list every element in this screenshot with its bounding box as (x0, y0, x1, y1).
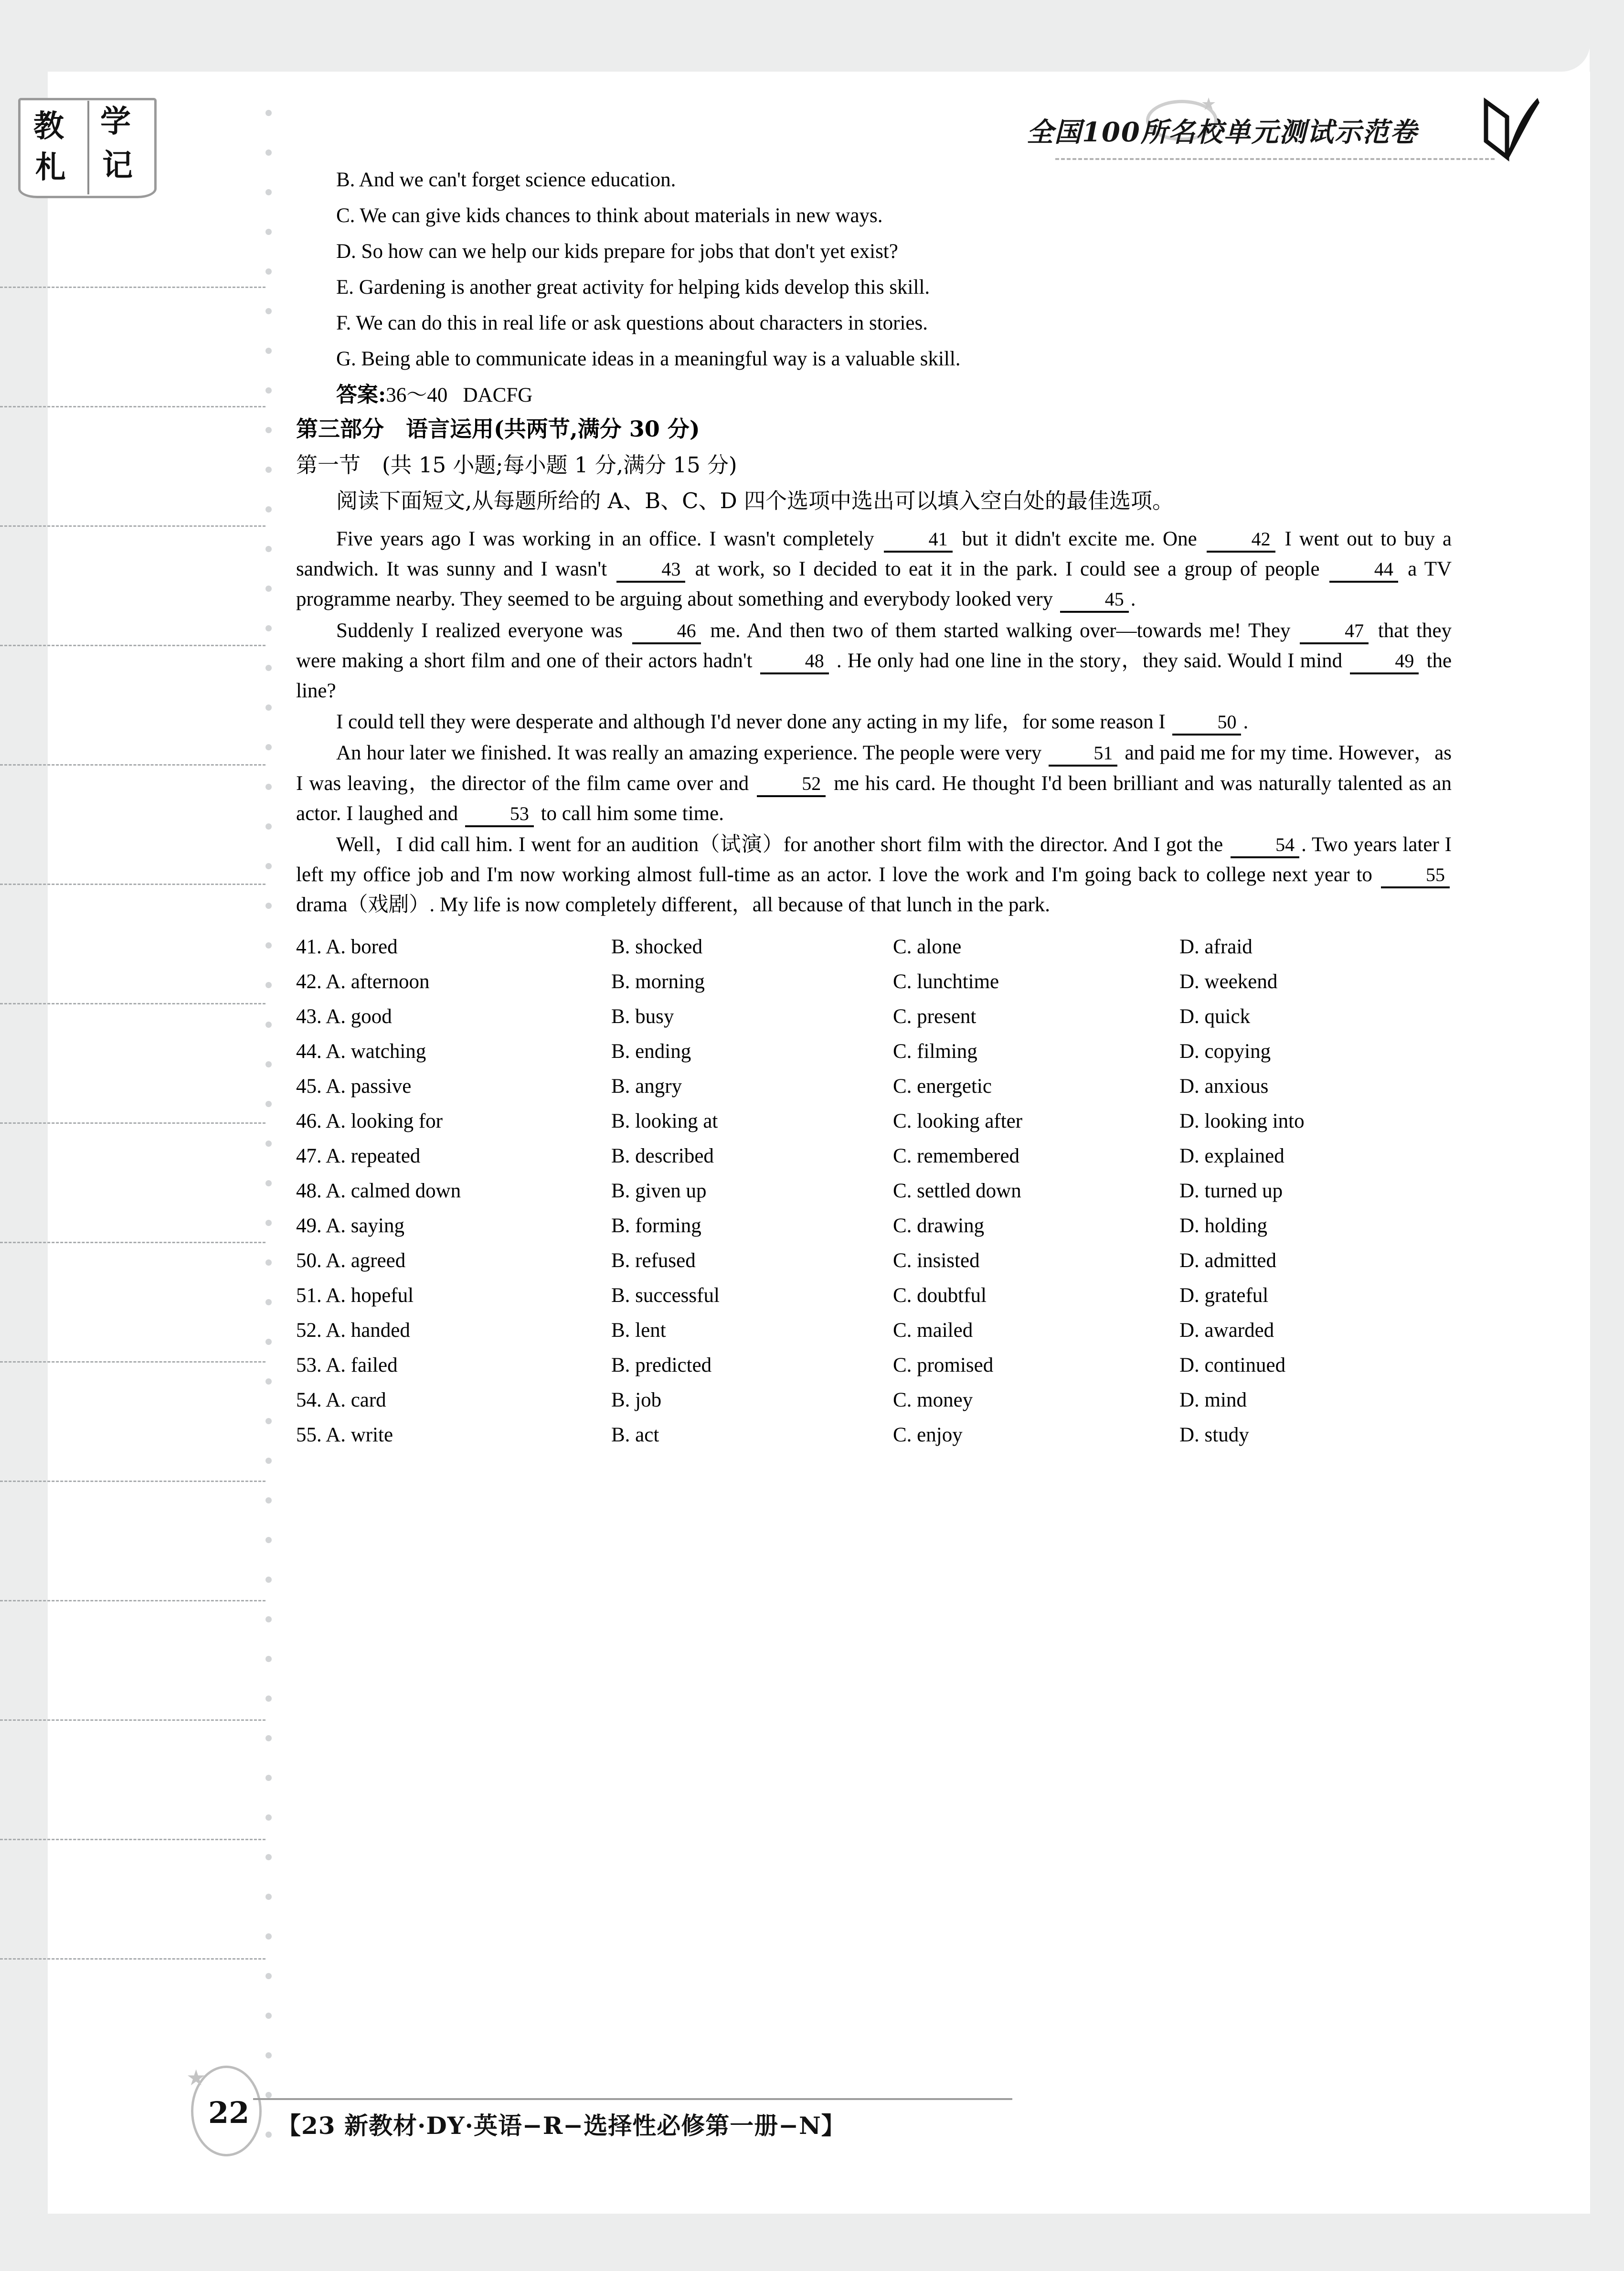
choice-row (296, 971, 1452, 992)
choice-option-d[interactable]: D. quick (1179, 1005, 1251, 1028)
option-line-e: E. Gardening is another great activity for helping kids develop this skill. (336, 276, 930, 299)
footer-caption: 【23 新教材·DY·英语−R−选择性必修第一册−N】 (277, 2111, 846, 2140)
choice-option-a[interactable] (296, 1320, 611, 1341)
choice-option-b[interactable]: B. morning (611, 970, 705, 993)
note-rule-line (0, 287, 265, 288)
choice-label-a: A. hopeful (326, 1284, 414, 1307)
choice-option-b[interactable]: B. ending (611, 1040, 691, 1063)
choice-option-c[interactable]: C. drawing (893, 1214, 985, 1237)
passage-paragraph-5 (296, 830, 1452, 920)
blank-54[interactable]: 54 (1231, 835, 1299, 858)
perforation-dot (265, 110, 272, 116)
subsection-heading: 第一节 (共 15 小题;每小题 1 分,满分 15 分) (296, 452, 737, 478)
direction-text: 阅读下面短文,从每题所给的 A、B、C、D 四个选项中选出可以填入空白处的最佳选项。 (336, 488, 1174, 513)
perforation-dot (265, 1061, 272, 1067)
perforation-dot (265, 903, 272, 909)
choice-row (296, 1250, 1452, 1271)
perforation-dot (265, 1418, 272, 1424)
choice-number: 45. (296, 1075, 322, 1098)
choice-row (296, 1320, 1452, 1341)
choice-option-b[interactable]: B. given up (611, 1179, 707, 1202)
perforation-dot (265, 348, 272, 354)
content-column (296, 170, 1452, 1460)
choice-row (296, 1146, 1452, 1166)
choice-label-a: A. card (326, 1388, 386, 1411)
choice-row (296, 1181, 1452, 1201)
choice-option-b[interactable]: B. refused (611, 1249, 696, 1272)
perforation-dot (265, 1854, 272, 1860)
choice-option-a[interactable] (296, 1390, 611, 1410)
choice-label-a: A. bored (326, 935, 398, 958)
blank-55[interactable]: 55 (1381, 865, 1450, 888)
perforation-dot (265, 2013, 272, 2019)
note-rule-line (0, 1958, 265, 1960)
choice-number: 43. (296, 1005, 322, 1028)
p1-text-b: but it didn't excite me. One (962, 528, 1197, 550)
note-rule-line (0, 1839, 265, 1840)
p1-text-a: Five years ago I was working in an office. I wasn't completely (336, 528, 874, 550)
choice-option-a[interactable] (296, 971, 611, 992)
choice-row (296, 1041, 1452, 1062)
passage-paragraph-2 (296, 616, 1452, 706)
perforation-dot (265, 1180, 272, 1186)
perforation-dot (265, 268, 272, 275)
p1-text-d: at work, so I decided to eat it in the park. I could see a group of people (695, 558, 1320, 581)
choice-option-b[interactable]: B. job (611, 1388, 662, 1411)
perforation-dot (265, 625, 272, 631)
choice-option-c[interactable]: C. doubtful (893, 1284, 987, 1307)
choice-label-a: A. saying (326, 1214, 404, 1237)
answer-key-line (296, 384, 1452, 405)
masthead (1027, 95, 1533, 165)
choice-number: 48. (296, 1179, 322, 1202)
choice-option-b[interactable]: B. angry (611, 1075, 682, 1098)
choice-label-a: A. good (326, 1005, 392, 1028)
note-rule-line (0, 1719, 265, 1721)
choice-option-c[interactable]: C. lunchtime (893, 970, 999, 993)
p4-text-d: to call him some time. (541, 802, 724, 825)
perforation-dot (265, 2052, 272, 2058)
choice-option-d[interactable]: D. turned up (1179, 1179, 1283, 1202)
quill-check-icon (1479, 95, 1541, 162)
blank-44[interactable]: 44 (1329, 560, 1398, 583)
choice-option-d[interactable]: D. grateful (1179, 1284, 1269, 1307)
choice-option-d[interactable]: D. continued (1179, 1354, 1286, 1376)
perforation-dot (265, 308, 272, 314)
choice-row (296, 1111, 1452, 1131)
passage-paragraph-4 (296, 738, 1452, 829)
perforation-dots (265, 110, 274, 2135)
page-edge-bottom-band (0, 2214, 1624, 2271)
choice-option-a[interactable] (296, 1041, 611, 1062)
note-rule-line (0, 1600, 265, 1601)
choice-option-c[interactable]: C. remembered (893, 1144, 1020, 1167)
choice-row (296, 1076, 1452, 1097)
footer-star-icon: ★ (186, 2066, 206, 2090)
p1-text-c: I went out to buy a sandwich. It was sunny and I wasn't (296, 528, 1452, 581)
logo-char-4: 记 (102, 148, 133, 183)
perforation-dot (265, 1894, 272, 1900)
perforation-dot (265, 1656, 272, 1662)
option-line-d: D. So how can we help our kids prepare for jobs that don't yet exist? (336, 240, 898, 263)
note-rule-line (0, 1242, 265, 1243)
page-footer (186, 2061, 1528, 2161)
note-rule-line (0, 884, 265, 885)
choice-label-a: A. calmed down (326, 1179, 461, 1202)
choice-row (296, 1390, 1452, 1410)
note-rule-line (0, 525, 265, 527)
choice-number: 53. (296, 1354, 322, 1376)
perforation-dot (265, 1458, 272, 1464)
perforation-dot (265, 1973, 272, 1979)
choice-row (296, 1215, 1452, 1236)
perforation-dot (265, 1378, 272, 1385)
choice-option-d[interactable]: D. copying (1179, 1040, 1271, 1063)
perforation-dot (265, 823, 272, 830)
choice-number: 50. (296, 1249, 322, 1272)
perforation-dot (265, 863, 272, 869)
p2-text-c: that they were making a short film and one of their actors hadn't (296, 619, 1452, 672)
perforation-dot (265, 1141, 272, 1147)
note-rule-line (0, 1481, 265, 1482)
choice-option-a[interactable] (296, 937, 611, 957)
choice-option-a[interactable] (296, 1285, 611, 1306)
p5-text-c: drama（戏剧）. My life is now completely different，all because of that lunch in the park. (296, 894, 1051, 917)
perforation-dot (265, 1339, 272, 1345)
choice-option-a[interactable] (296, 1215, 611, 1236)
choice-option-b[interactable]: B. shocked (611, 935, 703, 958)
choice-option-a[interactable] (296, 1355, 611, 1375)
choice-option-d[interactable]: D. awarded (1179, 1319, 1274, 1342)
perforation-dot (265, 1537, 272, 1543)
book-spine-icon (87, 101, 89, 194)
page-number: 22 (208, 2095, 250, 2130)
choice-option-a[interactable] (296, 1006, 611, 1027)
choice-row (296, 937, 1452, 957)
perforation-dot (265, 149, 272, 156)
perforation-dot (265, 1497, 272, 1503)
perforation-dot (265, 665, 272, 671)
choice-number: 42. (296, 970, 322, 993)
answer-label: 答案: (336, 383, 386, 407)
p1-text-e: a TV programme nearby. They seemed to be arguing about something and everybody looked very (296, 558, 1452, 611)
perforation-dot (265, 982, 272, 988)
note-rule-line (0, 645, 265, 646)
choice-option-c[interactable]: C. settled down (893, 1179, 1021, 1202)
choice-option-c[interactable]: C. energetic (893, 1075, 992, 1098)
note-rule-line (0, 1361, 265, 1363)
choice-row (296, 1285, 1452, 1306)
perforation-dot (265, 704, 272, 711)
p5-text-b: . Two years later I left my office job and I'm now working almost full-time as an actor. I love the work and I'm going back to college next year to (296, 833, 1452, 886)
blank-43[interactable]: 43 (616, 560, 685, 583)
choice-label-a: A. handed (326, 1319, 410, 1342)
perforation-dot (265, 1735, 272, 1741)
choice-option-b[interactable]: B. forming (611, 1214, 701, 1237)
perforation-dot (265, 586, 272, 592)
perforation-dot (265, 784, 272, 790)
perforation-dot (265, 546, 272, 552)
p3-text-a: I could tell they were desperate and although I'd never done any acting in my life，for some reason I (336, 711, 1166, 734)
blank-41[interactable]: 41 (884, 530, 953, 553)
p4-text-a: An hour later we finished. It was really an amazing experience. The people were very (336, 742, 1042, 765)
choice-option-d[interactable]: D. looking into (1179, 1109, 1305, 1132)
note-rule-lines (0, 287, 265, 2078)
masthead-star-icon: ★ (1201, 95, 1217, 114)
option-line-f: F. We can do this in real life or ask questions about characters in stories. (336, 312, 928, 334)
choice-option-a[interactable] (296, 1425, 611, 1445)
choice-option-b[interactable]: B. act (611, 1423, 659, 1446)
choice-number: 41. (296, 935, 322, 958)
choice-label-a: A. watching (326, 1040, 426, 1063)
perforation-dot (265, 1101, 272, 1107)
passage-paragraph-3 (296, 707, 1452, 737)
note-rule-line (0, 764, 265, 766)
choice-option-b[interactable]: B. successful (611, 1284, 720, 1307)
p1-text-f: . (1130, 588, 1136, 611)
perforation-dot (265, 1022, 272, 1028)
choices-grid (296, 937, 1452, 1445)
choice-number: 55. (296, 1423, 322, 1446)
option-line-b: B. And we can't forget science education. (336, 169, 676, 191)
choice-option-c[interactable]: C. looking after (893, 1109, 1023, 1132)
choice-option-b[interactable]: B. looking at (611, 1109, 718, 1132)
option-line-g: G. Being able to communicate ideas in a meaningful way is a valuable skill. (336, 348, 961, 370)
choice-option-c[interactable]: C. money (893, 1388, 973, 1411)
choice-label-a: A. passive (326, 1075, 412, 1098)
perforation-dot (265, 1775, 272, 1781)
choice-option-c[interactable]: C. insisted (893, 1249, 980, 1272)
perforation-dot (265, 229, 272, 235)
perforation-dot (265, 1933, 272, 1940)
perforation-dot (265, 467, 272, 473)
choice-option-d[interactable]: D. explained (1179, 1144, 1284, 1167)
note-rule-line (0, 1122, 265, 1124)
choice-option-a[interactable] (296, 1250, 611, 1271)
choice-option-a[interactable] (296, 1181, 611, 1201)
answer-range: 36～40 (386, 384, 448, 406)
blank-51[interactable]: 51 (1049, 744, 1117, 767)
blank-49[interactable]: 49 (1350, 651, 1419, 674)
choice-number: 44. (296, 1040, 322, 1063)
teaching-notes-logo (18, 98, 157, 203)
perforation-dot (265, 1259, 272, 1266)
p5-text-a: Well，I did call him. I went for an audition（试演）for another short film with the director. And I got the (336, 833, 1223, 856)
choice-option-c[interactable]: C. mailed (893, 1319, 973, 1342)
choice-option-b[interactable]: B. busy (611, 1005, 674, 1028)
p3-text-b: . (1243, 711, 1249, 734)
choice-label-a: A. agreed (326, 1249, 406, 1272)
choice-option-c[interactable]: C. promised (893, 1354, 994, 1376)
part-heading: 第三部分 语言运用(共两节,满分 30 分) (296, 416, 700, 442)
blank-53[interactable]: 53 (465, 804, 534, 827)
choice-number: 47. (296, 1144, 322, 1167)
p2-text-a: Suddenly I realized everyone was (336, 619, 623, 642)
choice-number: 54. (296, 1388, 322, 1411)
perforation-dot (265, 387, 272, 394)
choice-number: 51. (296, 1284, 322, 1307)
perforation-dot (265, 744, 272, 750)
choice-option-d[interactable]: D. weekend (1179, 970, 1278, 993)
page-edge-top-band (0, 0, 1590, 72)
footer-rule (253, 2098, 1012, 2100)
choice-option-d[interactable]: D. admitted (1179, 1249, 1277, 1272)
choice-option-a[interactable] (296, 1146, 611, 1166)
choice-option-c[interactable]: C. filming (893, 1040, 977, 1063)
logo-char-3: 札 (35, 149, 66, 185)
blank-46[interactable]: 46 (632, 621, 701, 644)
choice-number: 46. (296, 1109, 322, 1132)
perforation-dot (265, 427, 272, 433)
choice-number: 52. (296, 1319, 322, 1342)
choice-label-a: A. failed (326, 1354, 398, 1376)
perforation-dot (265, 1695, 272, 1702)
perforation-dot (265, 189, 272, 195)
choice-option-d[interactable]: D. holding (1179, 1214, 1267, 1237)
masthead-title: 全国100所名校单元测试示范卷 (1027, 117, 1418, 148)
choice-option-d[interactable]: D. study (1179, 1423, 1249, 1446)
blank-45[interactable]: 45 (1060, 590, 1129, 613)
logo-char-2: 学 (100, 104, 131, 139)
perforation-dot (265, 1220, 272, 1226)
p2-text-d: . He only had one line in the story，they said. Would I mind (836, 649, 1343, 672)
choice-option-a[interactable] (296, 1076, 611, 1097)
choice-label-a: A. afternoon (326, 970, 430, 993)
logo-char-1: 教 (33, 108, 64, 144)
answer-letters: DACFG (463, 384, 533, 406)
choice-option-c[interactable]: C. enjoy (893, 1423, 963, 1446)
perforation-dot (265, 1299, 272, 1305)
blank-42[interactable]: 42 (1207, 530, 1275, 553)
page-edge-right-band (1590, 0, 1624, 2271)
choice-row (296, 1355, 1452, 1375)
choice-row (296, 1006, 1452, 1027)
p4-text-b: and paid me for my time. However，as I was leaving，the director of the film came over and (296, 742, 1452, 795)
perforation-dot (265, 1577, 272, 1583)
choice-label-a: A. looking for (326, 1109, 443, 1132)
passage-paragraph-1 (296, 524, 1452, 615)
choice-option-a[interactable] (296, 1111, 611, 1131)
masthead-underline (1055, 158, 1495, 160)
choice-option-d[interactable]: D. anxious (1179, 1075, 1269, 1098)
choice-option-b[interactable]: B. described (611, 1144, 714, 1167)
option-line-c: C. We can give kids chances to think about materials in new ways. (336, 204, 883, 227)
choice-row (296, 1425, 1452, 1445)
choice-option-c[interactable]: C. present (893, 1005, 977, 1028)
choice-number: 49. (296, 1214, 322, 1237)
blank-48[interactable]: 48 (760, 651, 829, 674)
choice-option-b[interactable]: B. lent (611, 1319, 666, 1342)
choice-label-a: A. write (326, 1423, 393, 1446)
choice-option-b[interactable]: B. predicted (611, 1354, 712, 1376)
note-rule-line (0, 406, 265, 407)
choice-option-d[interactable]: D. mind (1179, 1388, 1247, 1411)
perforation-dot (265, 1616, 272, 1622)
blank-52[interactable]: 52 (757, 774, 826, 797)
perforation-dot (265, 1814, 272, 1821)
p4-text-c: me his card. He thought I'd been brilliant and was naturally talented as an actor. I laughed and (296, 772, 1452, 825)
perforation-dot (265, 942, 272, 949)
p2-text-b: me. And then two of them started walking over—towards me! They (710, 619, 1291, 642)
choice-option-c[interactable]: C. alone (893, 935, 962, 958)
note-rule-line (0, 1003, 265, 1004)
blank-50[interactable]: 50 (1172, 713, 1241, 736)
p2-text-e: the line? (296, 649, 1452, 703)
perforation-dot (265, 506, 272, 512)
blank-47[interactable]: 47 (1300, 621, 1369, 644)
choice-label-a: A. repeated (326, 1144, 421, 1167)
choice-option-d[interactable]: D. afraid (1179, 935, 1252, 958)
